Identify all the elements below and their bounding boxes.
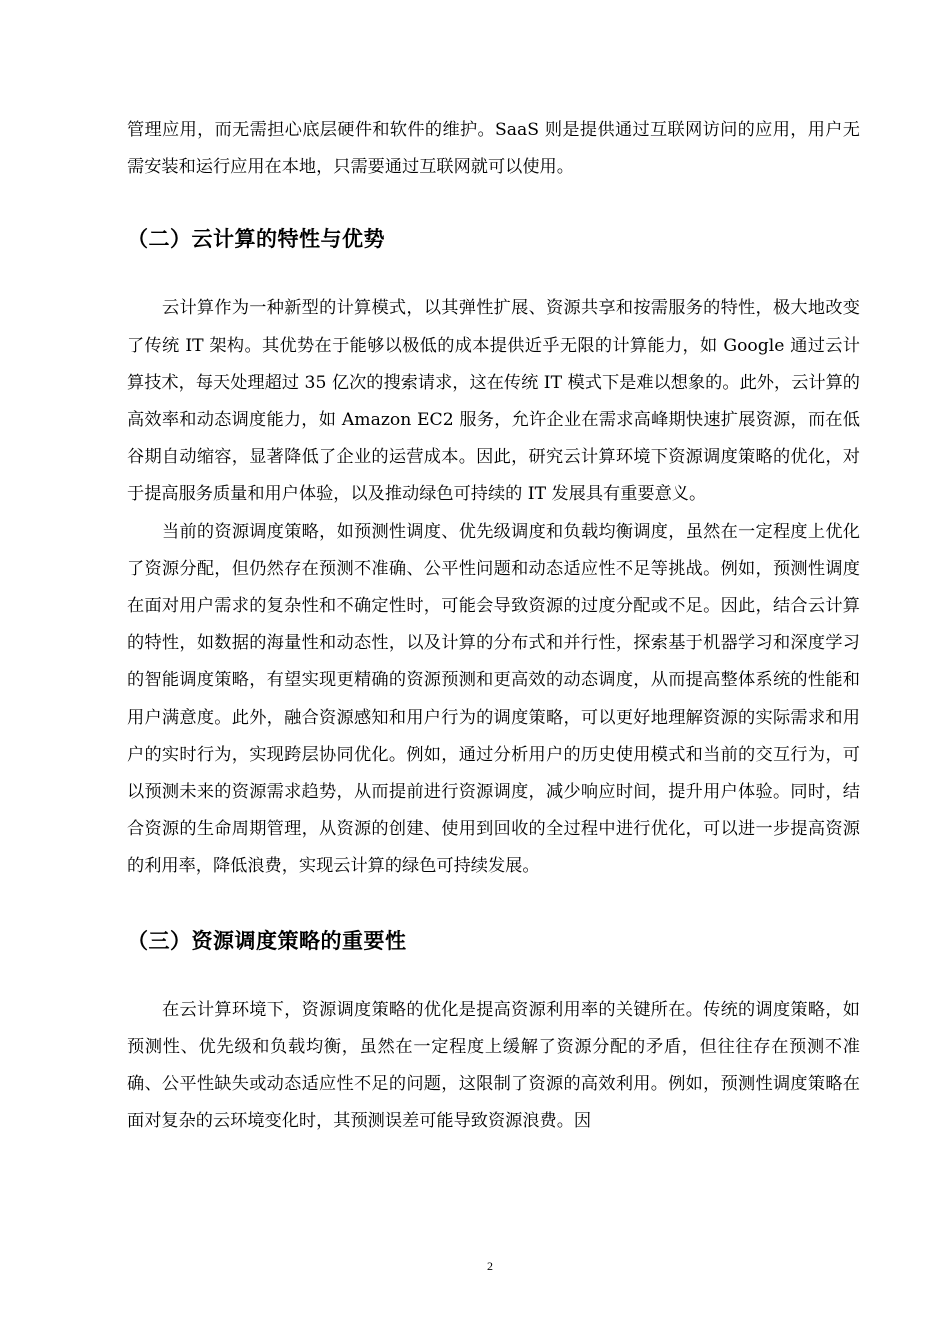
body-paragraph: 当前的资源调度策略，如预测性调度、优先级调度和负载均衡调度，虽然在一定程度上优化了资源分配，但仍然存在预测不准确、公平性问题和动态适应性不足等挑战。例如，预测性调度在面对用户需求的复杂性和不确定性时，可能会导致资源的过度分配或不足。因此，结合云计算的特性，如数据的海量性和动态性，以及计算的分布式和并行性，探索基于机器学习和深度学习的智能调度策略，有望实现更精确的资源预测和更高效的动态调度，从而提高整体系统的性能和用户满意度。此外，融合资源感知和用户行为的调度策略，可以更好地理解资源的实际需求和用户的实时行为，实现跨层协同优化。例如，通过分析用户的历史使用模式和当前的交互行为，可以预测未来的资源需求趋势，从而提前进行资源调度，减少响应时间，提升用户体验。同时，结合资源的生命周期管理，从资源的创建、使用到回收的全过程中进行优化，可以进一步提高资源的利用率，降低浪费，实现云计算的绿色可持续发展。 [127, 521, 860, 877]
page-content [127, 112, 860, 1140]
body-paragraph: 在云计算环境下，资源调度策略的优化是提高资源利用率的关键所在。传统的调度策略，如预测性、优先级和负载均衡，虽然在一定程度上缓解了资源分配的矛盾，但往往存在预测不准确、公平性缺失或动态适应性不足的问题，这限制了资源的高效利用。例如，预测性调度策略在面对复杂的云环境变化时，其预测误差可能导致资源浪费。因 [127, 999, 860, 1132]
section-heading-importance: （三）资源调度策略的重要性 [127, 928, 407, 953]
body-paragraph: 云计算作为一种新型的计算模式，以其弹性扩展、资源共享和按需服务的特性，极大地改变了传统 IT 架构。其优势在于能够以极低的成本提供近乎无限的计算能力，如 Google 通过云计算技术，每天处理超过 35 亿次的搜索请求，这在传统 IT 模式下是难以想象的。此外，云计算的高效率和动态调度能力，如 Amazon EC2 服务，允许企业在需求高峰期快速扩展资源，而在低谷期自动缩容，显著降低了企业的运营成本。因此，研究云计算环境下资源调度策略的优化，对于提高服务质量和用户体验，以及推动绿色可持续的 IT 发展具有重要意义。 [127, 298, 860, 505]
intro-paragraph: 管理应用，而无需担心底层硬件和软件的维护。SaaS 则是提供通过互联网访问的应用，用户无需安装和运行应用在本地，只需要通过互联网就可以使用。 [127, 120, 860, 178]
page-number: 2 [487, 1259, 493, 1273]
section-heading-characteristics: （二）云计算的特性与优势 [127, 227, 385, 252]
